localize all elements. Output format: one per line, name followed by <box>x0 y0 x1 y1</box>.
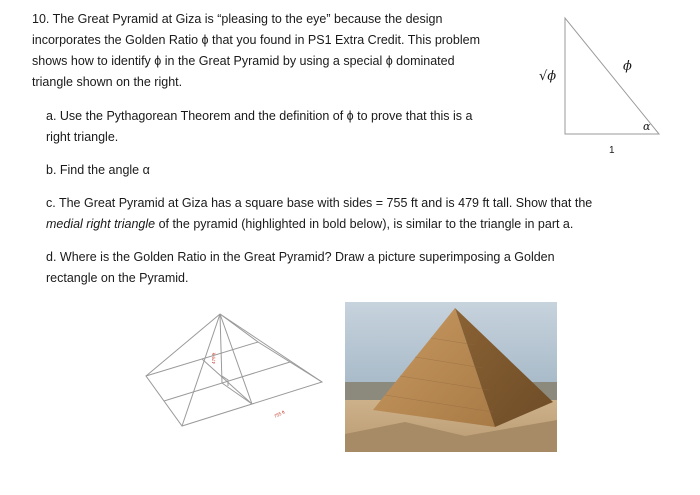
part-a-line: a. Use the Pythagorean Theorem and the definition of ϕ to prove that this is a <box>46 109 473 123</box>
wireframe-height <box>220 314 222 383</box>
part-d-line: rectangle on the Pyramid. <box>46 271 189 285</box>
part-c <box>46 193 656 235</box>
triangle-leg-label: √ϕ <box>539 69 557 84</box>
part-c-rest: of the pyramid (highlighted in bold below), is similar to the triangle in part a. <box>155 217 574 231</box>
part-a-line: right triangle. <box>46 130 119 144</box>
part-c-italic: medial right triangle <box>46 217 156 231</box>
part-c-line <box>46 214 656 235</box>
intro-line: 10. The Great Pyramid at Giza is “pleasing to the eye” because the design <box>32 12 443 26</box>
phi-right-triangle <box>535 10 695 160</box>
intro-line: incorporates the Golden Ratio ϕ that you found in PS1 Extra Credit. This problem <box>32 33 480 47</box>
part-d <box>46 247 606 289</box>
wireframe-height-label: 479 ft <box>211 352 217 365</box>
problem-intro <box>32 9 532 93</box>
wireframe-base-label: 755 ft <box>273 409 286 419</box>
intro-line: shows how to identify ϕ in the Great Pyramid by using a special ϕ dominated <box>32 54 455 68</box>
part-c-line: c. The Great Pyramid at Giza has a square base with sides = 755 ft and is 479 ft tall. Show that the <box>46 196 593 210</box>
triangle-angle-label: α <box>643 120 651 133</box>
triangle-base-label: 1 <box>609 145 615 156</box>
part-a <box>46 106 516 148</box>
part-b: b. Find the angle α <box>46 163 150 177</box>
intro-line: triangle shown on the right. <box>32 75 183 89</box>
wireframe-half-base <box>222 383 252 404</box>
wireframe-edge <box>146 314 220 376</box>
part-d-line: d. Where is the Golden Ratio in the Great Pyramid? Draw a picture superimposing a Golden <box>46 250 555 264</box>
pyramid-photo <box>345 302 557 452</box>
pyramid-wireframe <box>140 306 335 456</box>
triangle-outline <box>565 18 659 134</box>
triangle-hypotenuse-label: ϕ <box>623 59 632 74</box>
wireframe-slant <box>220 314 252 404</box>
wireframe-edge <box>220 314 322 382</box>
